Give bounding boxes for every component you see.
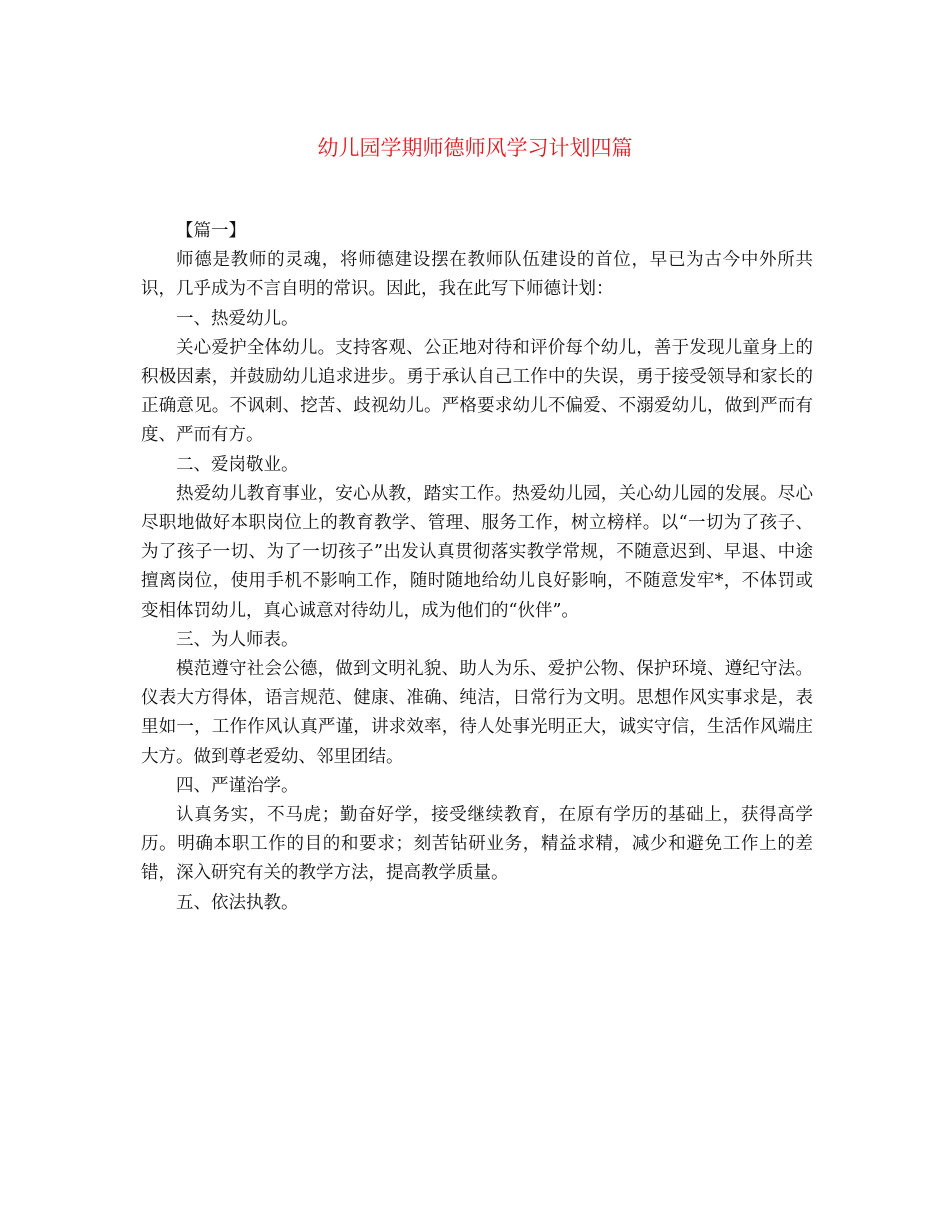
item-heading: 四、严谨治学。 [176, 775, 299, 796]
item-heading: 二、爱岗敬业。 [176, 454, 299, 475]
item-heading: 三、为人师表。 [176, 629, 299, 650]
item-heading: 一、热爱幼儿。 [176, 308, 299, 329]
item-heading: 五、依法执教。 [176, 892, 299, 913]
document-title: 幼儿园学期师德师风学习计划四篇 [317, 136, 633, 160]
paragraph: 热爱幼儿教育事业，安心从教，踏实工作。热爱幼儿园，关心幼儿园的发展。尽心尽职地做好本职岗位上的教育教学、管理、服务工作，树立榜样。以“一切为了孩子、为了孩子一切、为了一切孩子”出发认真贯彻落实教学常规，不随意迟到、早退、中途擅离岗位，使用手机不影响工作，随时随地给幼儿良好影响，不随意发牢*，不体罚或变相体罚幼儿，真心诚意对待幼儿，成为他们的“伙伴”。 [141, 483, 813, 621]
paragraph: 关心爱护全体幼儿。支持客观、公正地对待和评价每个幼儿，善于发现儿童身上的积极因素，并鼓励幼儿追求进步。勇于承认自己工作中的失误，勇于接受领导和家长的正确意见。不讽刺、挖苦、歧视幼儿。严格要求幼儿不偏爱、不溺爱幼儿，做到严而有度、严而有方。 [141, 337, 813, 446]
section-heading: 【篇一】 [176, 221, 246, 241]
document-body [141, 217, 813, 918]
paragraph: 师德是教师的灵魂，将师德建设摆在教师队伍建设的首位，早已为古今中外所共识，几乎成为不言自明的常识。因此，我在此写下师德计划： [141, 250, 813, 300]
paragraph: 认真务实，不马虎；勤奋好学，接受继续教育，在原有学历的基础上，获得高学历。明确本职工作的目的和要求；刻苦钻研业务，精益求精，减少和避免工作上的差错，深入研究有关的教学方法，提高教学质量。 [141, 805, 813, 884]
paragraph: 模范遵守社会公德，做到文明礼貌、助人为乐、爱护公物、保护环境、遵纪守法。仪表大方得体，语言规范、健康、准确、纯洁，日常行为文明。思想作风实事求是，表里如一，工作作风认真严谨，讲求效率，待人处事光明正大，诚实守信，生活作风端庄大方。做到尊老爱幼、邻里团结。 [141, 659, 813, 767]
